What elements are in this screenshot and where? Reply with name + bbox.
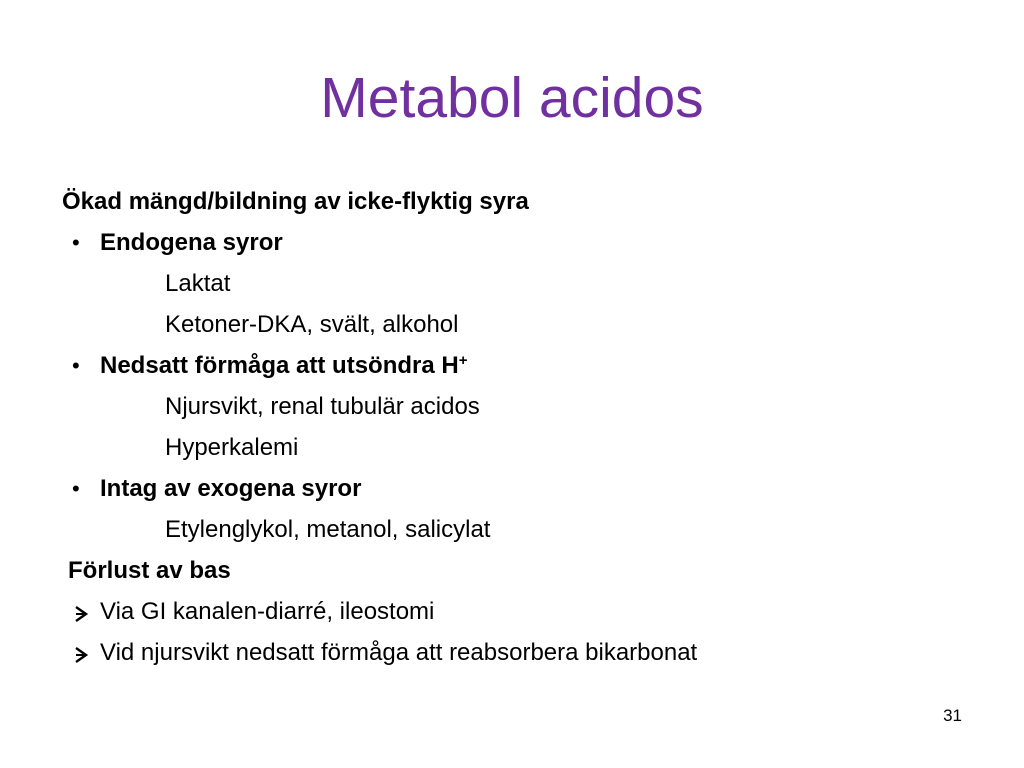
bullet-endogenous-acids: Endogena syror — [100, 229, 283, 256]
arrow-item-bicarbonate: Vid njursvikt nedsatt förmåga att reabsorbera bikarbonat — [100, 639, 698, 666]
bullet-exogenous-acids: Intag av exogena syror — [100, 475, 362, 502]
bullet-marker: • — [72, 476, 80, 501]
arrow-bullet-icon — [72, 641, 92, 669]
sub-item-renal-failure: Njursvikt, renal tubulär acidos — [165, 393, 480, 420]
page-number: 31 — [943, 706, 962, 725]
bullet-reduced-excretion — [100, 352, 467, 380]
sub-item-ketones: Ketoner-DKA, svält, alkohol — [165, 311, 459, 338]
arrow-item-gi-tract: Via GI kanalen-diarré, ileostomi — [100, 598, 435, 625]
heading-base-loss: Förlust av bas — [68, 557, 231, 584]
sub-item-hyperkalemia: Hyperkalemi — [165, 434, 299, 461]
bullet-marker: • — [72, 230, 80, 255]
slide-title: Metabol acidos — [320, 66, 704, 130]
sub-item-lactate: Laktat — [165, 270, 231, 297]
bullet-marker: • — [72, 353, 80, 378]
sub-item-ethylene-glycol: Etylenglykol, metanol, salicylat — [165, 516, 491, 543]
superscript-plus: + — [458, 352, 468, 369]
heading-increased-acid: Ökad mängd/bildning av icke-flyktig syra — [62, 188, 529, 215]
arrow-bullet-icon — [72, 600, 92, 628]
bullet-reduced-excretion-label: Nedsatt förmåga att utsöndra H — [100, 352, 459, 379]
